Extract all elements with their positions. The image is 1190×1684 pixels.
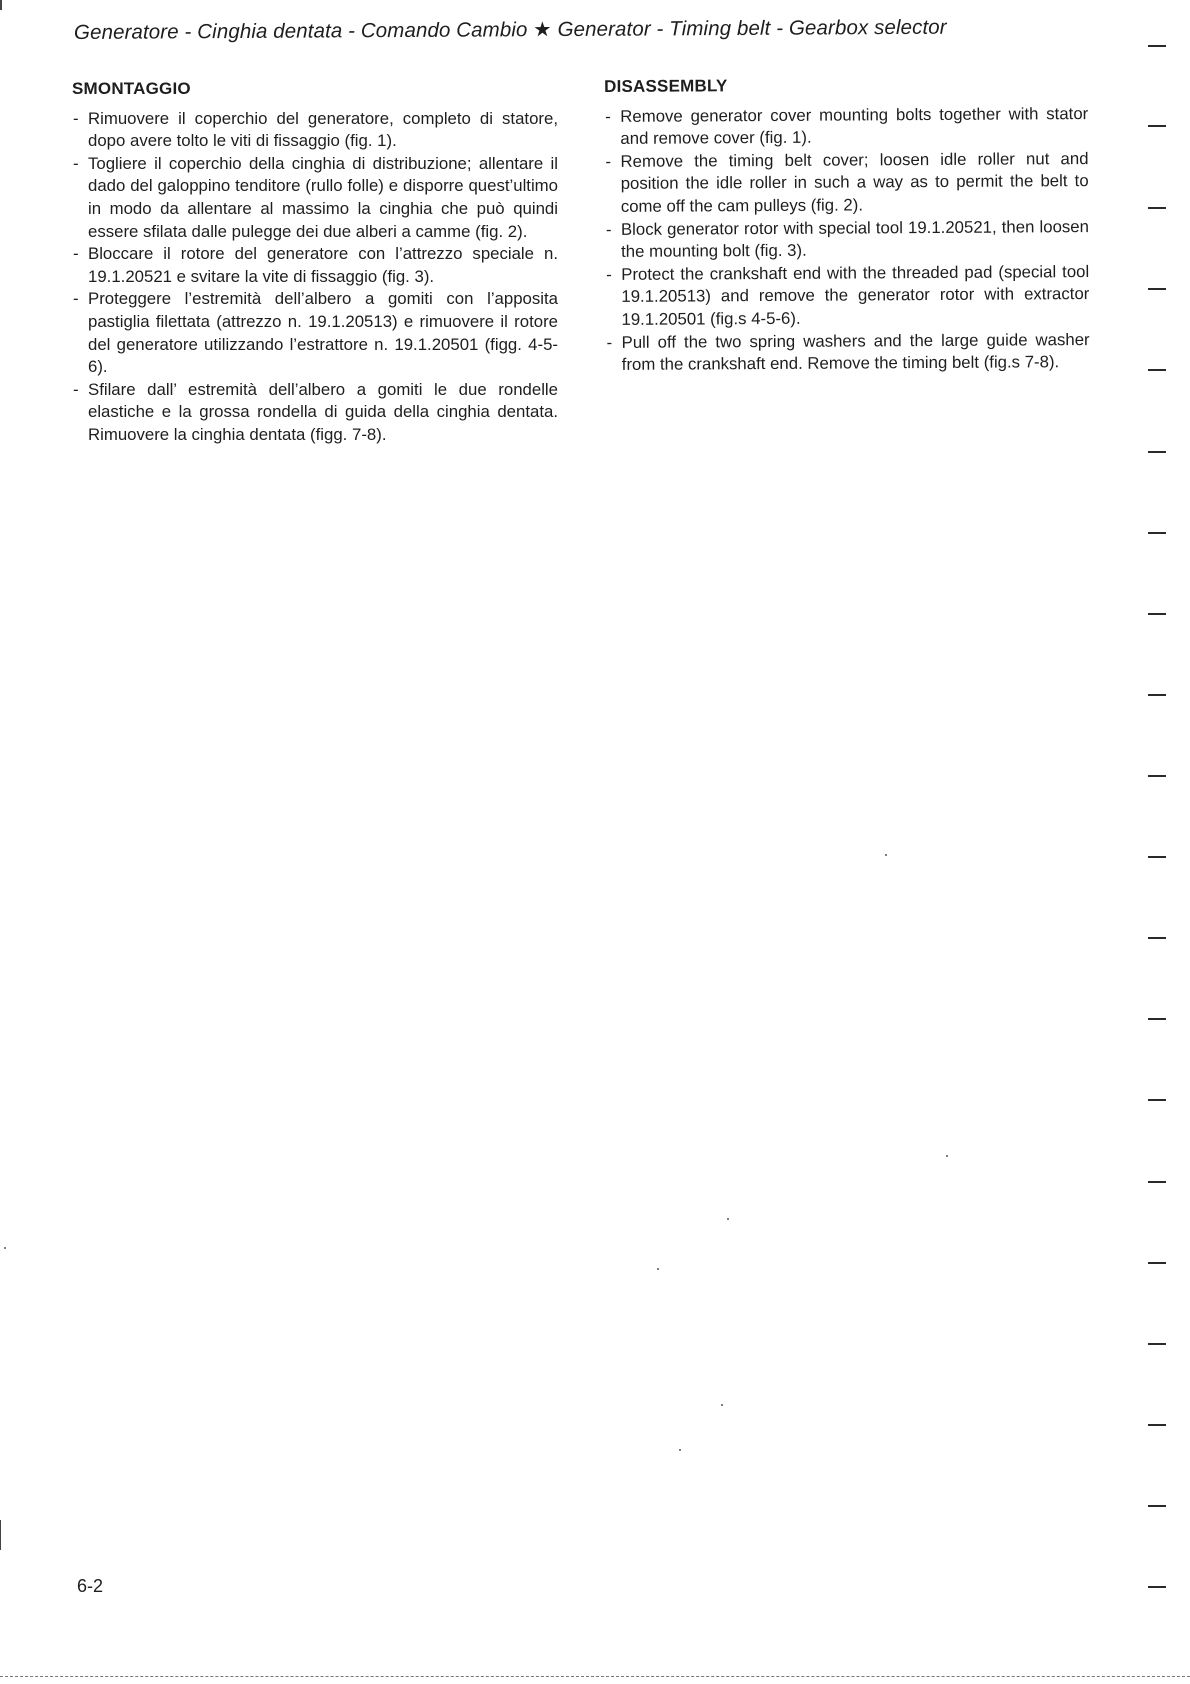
scan-edge-mark [0, 1520, 1, 1550]
english-step-3: - Block generator rotor with special tool 19.1.20521, then loosen the mounting bolt (fig. 3). [605, 216, 1089, 264]
margin-tick [1148, 1262, 1166, 1264]
margin-tick [1148, 532, 1166, 534]
scan-speck [885, 854, 887, 856]
margin-tick [1148, 451, 1166, 453]
margin-tick [1148, 1018, 1166, 1020]
english-step-4: - Protect the crankshaft end with the threaded pad (special tool 19.1.20513) and remove the generator rotor with extractor 19.1.20501 (fig.s 4-5-6). [605, 261, 1089, 332]
margin-tick-marks [1148, 0, 1168, 1684]
english-steps-list [604, 103, 1090, 377]
margin-tick [1148, 1424, 1166, 1426]
italian-section-heading: SMONTAGGIO [72, 79, 191, 98]
margin-tick [1148, 369, 1166, 371]
margin-tick [1148, 1505, 1166, 1507]
margin-tick [1148, 694, 1166, 696]
margin-tick [1148, 1099, 1166, 1101]
english-step-1: - Remove generator cover mounting bolts together with stator and remove cover (fig. 1). [604, 103, 1088, 151]
margin-tick [1148, 613, 1166, 615]
page-bottom-rule [0, 1676, 1190, 1678]
scan-speck [727, 1218, 729, 1220]
page-number: 6-2 [77, 1576, 104, 1596]
italian-step-4: - Proteggere l’estremità dell’albero a gomiti con l’apposita pastiglia filettata (attrezzo n. 19.1.20513) e rimuovere il rotore del generatore utilizzando l’estrattore n. 19.1.20501 (figg. 4-5-6). [72, 288, 558, 378]
italian-column [72, 78, 558, 447]
margin-tick [1148, 288, 1166, 290]
italian-step-1: - Rimuovere il coperchio del generatore, completo di statore, dopo avere tolto le viti di fissaggio (fig. 1). [72, 108, 558, 153]
margin-tick [1148, 125, 1166, 127]
scan-edge-mark [0, 0, 2, 10]
italian-steps-list [72, 108, 558, 447]
margin-tick [1148, 45, 1166, 47]
scan-speck [679, 1449, 681, 1451]
english-step-2: - Remove the timing belt cover; loosen idle roller nut and position the idle roller in such a way as to permit the belt to come off the cam pulleys (fig. 2). [604, 148, 1088, 219]
english-column [604, 73, 1090, 377]
scan-speck [4, 1247, 6, 1249]
margin-tick [1148, 1586, 1166, 1588]
scan-speck [657, 1268, 659, 1270]
scan-speck [946, 1155, 948, 1157]
margin-tick [1148, 1181, 1166, 1183]
margin-tick [1148, 856, 1166, 858]
margin-tick [1148, 207, 1166, 209]
margin-tick [1148, 937, 1166, 939]
scan-speck [721, 1404, 723, 1406]
italian-step-2: - Togliere il coperchio della cinghia di distribuzione; allentare il dado del galoppino tenditore (rullo folle) e disporre quest’ultimo in modo da allentare al massimo la cinghia che può quindi essere sfilata dalle pulegge dei due alberi a camme (fig. 2). [72, 153, 558, 243]
page-header-title: Generatore - Cinghia dentata - Comando Cambio ★ Generator - Timing belt - Gearbox selector [73, 15, 947, 44]
italian-step-5: - Sfilare dall’ estremità dell’albero a gomiti le due rondelle elastiche e la grossa rondella di guida della cinghia dentata. Rimuovere la cinghia dentata (figg. 7-8). [72, 379, 558, 447]
italian-step-3: - Bloccare il rotore del generatore con l’attrezzo speciale n. 19.1.20521 e svitare la vite di fissaggio (fig. 3). [72, 243, 558, 288]
english-section-heading: DISASSEMBLY [604, 76, 728, 96]
margin-tick [1148, 1343, 1166, 1345]
margin-tick [1148, 775, 1166, 777]
english-step-5: - Pull off the two spring washers and the large guide washer from the crankshaft end. Remove the timing belt (fig.s 7-8). [606, 329, 1090, 377]
